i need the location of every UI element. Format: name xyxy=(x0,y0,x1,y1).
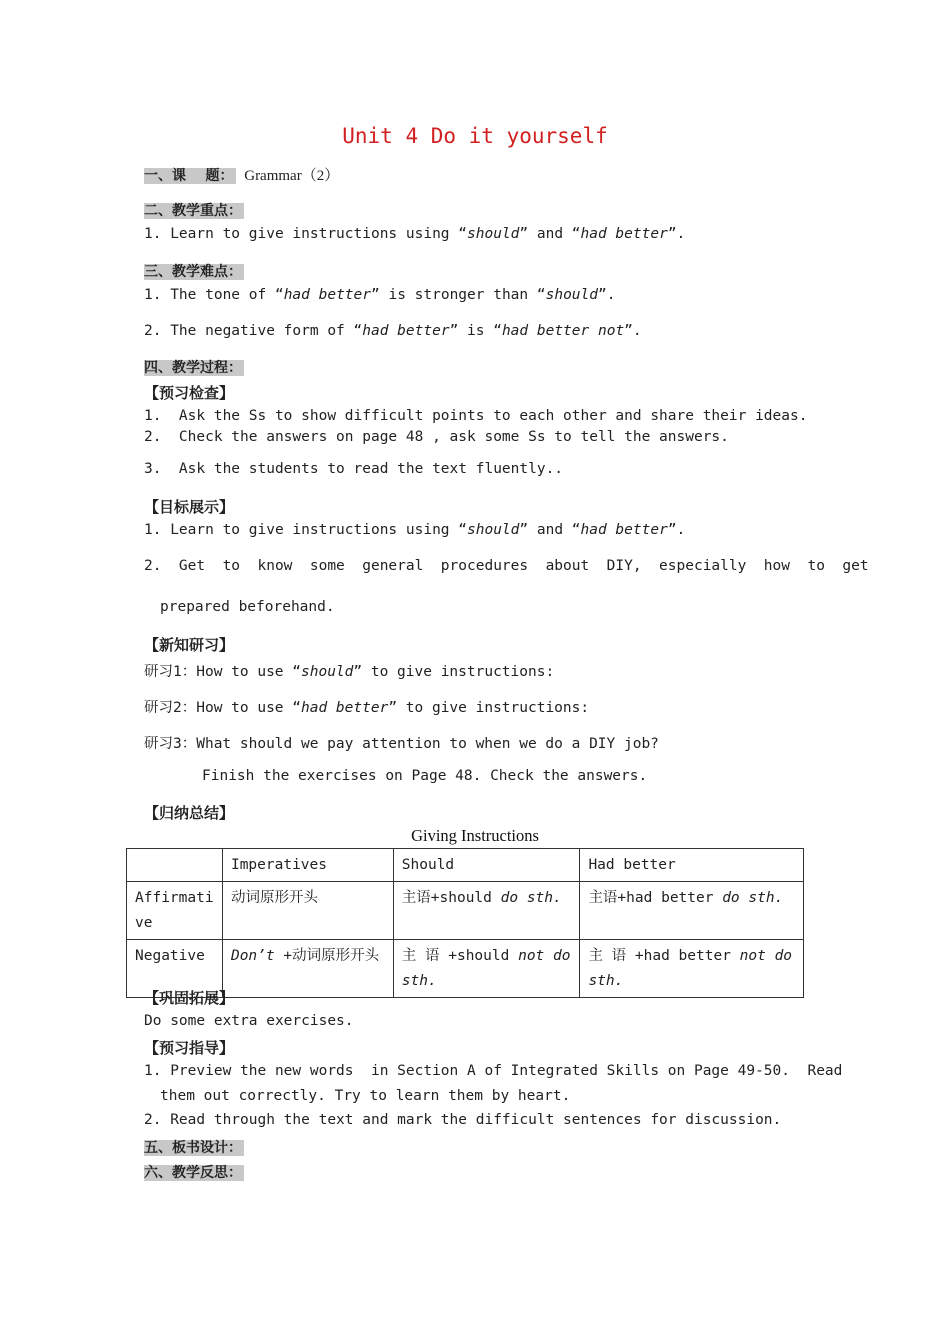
table-cell: 动词原形开头 xyxy=(222,882,393,940)
preview-guide-1a: 1. Preview the new words in Section A of Integrated Skills on Page 49-50. Read xyxy=(144,1063,843,1079)
table-header-cell: Had better xyxy=(580,849,804,882)
topic-value: Grammar（2） xyxy=(244,168,340,184)
table-cell: 主语+should do sth. xyxy=(393,882,580,940)
table-cell: 主语+had better do sth. xyxy=(580,882,804,940)
topic-label: 一、课 题： xyxy=(144,168,234,184)
table-header-row xyxy=(127,849,804,882)
goal-2-line-1: 2. Get to know some general procedures about DIY, especially how to get xyxy=(144,558,869,574)
page-title: Unit 4 Do it yourself xyxy=(342,124,608,148)
table-cell: 主 语 +should not do sth. xyxy=(393,940,580,998)
consolidation-heading: 【巩固拓展】 xyxy=(144,989,235,1007)
topic-line xyxy=(144,164,339,185)
table-cell: 主 语 +had better not do sth. xyxy=(580,940,804,998)
preview-guide-heading: 【预习指导】 xyxy=(144,1039,235,1057)
difficult-point-2: 2. The negative form of “had better” is “had better not”. xyxy=(144,323,642,339)
difficult-points-heading: 三、教学难点： xyxy=(144,264,242,280)
goal-1: 1. Learn to give instructions using “should” and “had better”. xyxy=(144,522,686,538)
summary-heading: 【归纳总结】 xyxy=(144,804,235,822)
preview-check-2: 2. Check the answers on page 48 , ask some Ss to tell the answers. xyxy=(144,429,729,445)
preview-check-1: 1. Ask the Ss to show difficult points to each other and share their ideas. xyxy=(144,408,808,424)
table-header-cell xyxy=(127,849,223,882)
row-label: Affirmative xyxy=(127,882,223,940)
summary-table xyxy=(126,848,804,998)
difficult-point-1: 1. The tone of “had better” is stronger than “should”. xyxy=(144,287,616,303)
table-header-cell: Imperatives xyxy=(222,849,393,882)
study-3-task: Finish the exercises on Page 48. Check the answers. xyxy=(202,768,648,784)
preview-guide-1b: them out correctly. Try to learn them by heart. xyxy=(160,1088,571,1104)
preview-check-heading: 【预习检查】 xyxy=(144,384,235,402)
row-label: Negative xyxy=(127,940,223,998)
study-1: 研习1：How to use “should” to give instructions: xyxy=(144,664,555,680)
reflection-heading: 六、教学反思： xyxy=(144,1165,242,1181)
process-heading: 四、教学过程： xyxy=(144,360,242,376)
board-design-heading: 五、板书设计： xyxy=(144,1140,242,1156)
table-header-cell: Should xyxy=(393,849,580,882)
table-row xyxy=(127,882,804,940)
key-point-1: 1. Learn to give instructions using “should” and “had better”. xyxy=(144,226,686,242)
table-cell: Don’t +动词原形开头 xyxy=(222,940,393,998)
preview-guide-2: 2. Read through the text and mark the difficult sentences for discussion. xyxy=(144,1112,782,1128)
consolidation-1: Do some extra exercises. xyxy=(144,1013,354,1029)
new-knowledge-heading: 【新知研习】 xyxy=(144,636,235,654)
preview-check-3: 3. Ask the students to read the text fluently.. xyxy=(144,461,564,477)
study-2: 研习2：How to use “had better” to give instructions: xyxy=(144,700,590,716)
goal-2-line-2: prepared beforehand. xyxy=(160,599,335,615)
key-points-heading: 二、教学重点： xyxy=(144,203,242,219)
table-caption: Giving Instructions xyxy=(411,826,539,845)
study-3: 研习3：What should we pay attention to when we do a DIY job? xyxy=(144,736,659,752)
goals-heading: 【目标展示】 xyxy=(144,498,235,516)
